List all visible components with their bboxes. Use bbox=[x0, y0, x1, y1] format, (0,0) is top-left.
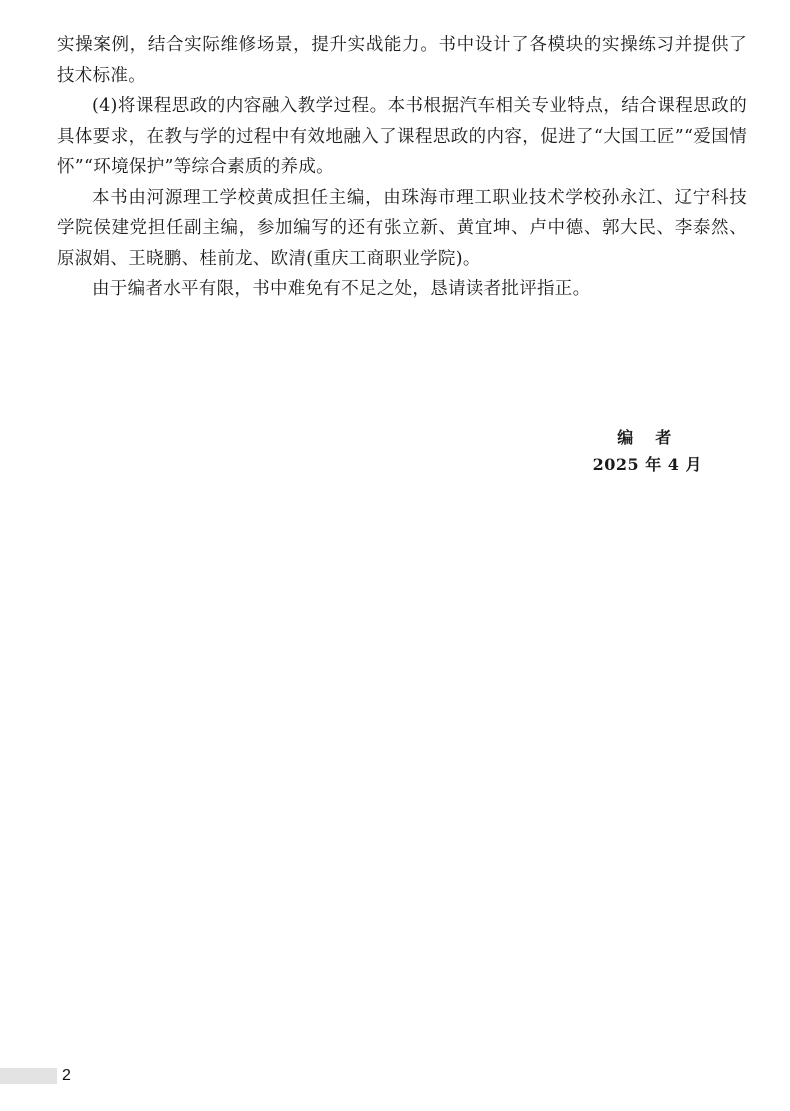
page-footer bbox=[0, 1066, 200, 1086]
paragraph-editors: 本书由河源理工学校黄成担任主编，由珠海市理工职业技术学校孙永江、辽宁科技学院侯建党担任副主编，参加编写的还有张立新、黄宜坤、卢中德、郭大民、李泰然、原淑娟、王晓鹏、桂前龙、欧清(重庆工商职业学院)。 bbox=[57, 187, 747, 269]
page-number: 2 bbox=[62, 1067, 71, 1084]
paragraph-ideological-education: (4)将课程思政的内容融入教学过程。本书根据汽车相关专业特点，结合课程思政的具体要求，在教与学的过程中有效地融入了课程思政的内容，促进了“大国工匠”“爱国情怀”“环境保护”等综合素质的养成。 bbox=[57, 96, 747, 177]
signature-author: 编者 bbox=[617, 428, 694, 447]
paragraph-continuation: 实操案例，结合实际维修场景，提升实战能力。书中设计了各模块的实操练习并提供了技术标准。 bbox=[57, 35, 747, 86]
preface-body bbox=[57, 30, 747, 305]
paragraph-disclaimer: 由于编者水平有限，书中难免有不足之处，恳请读者批评指正。 bbox=[92, 279, 591, 299]
footer-gray-bar bbox=[0, 1068, 57, 1084]
signature-block bbox=[593, 424, 702, 478]
signature-date: 2025 年 4 月 bbox=[592, 455, 702, 474]
